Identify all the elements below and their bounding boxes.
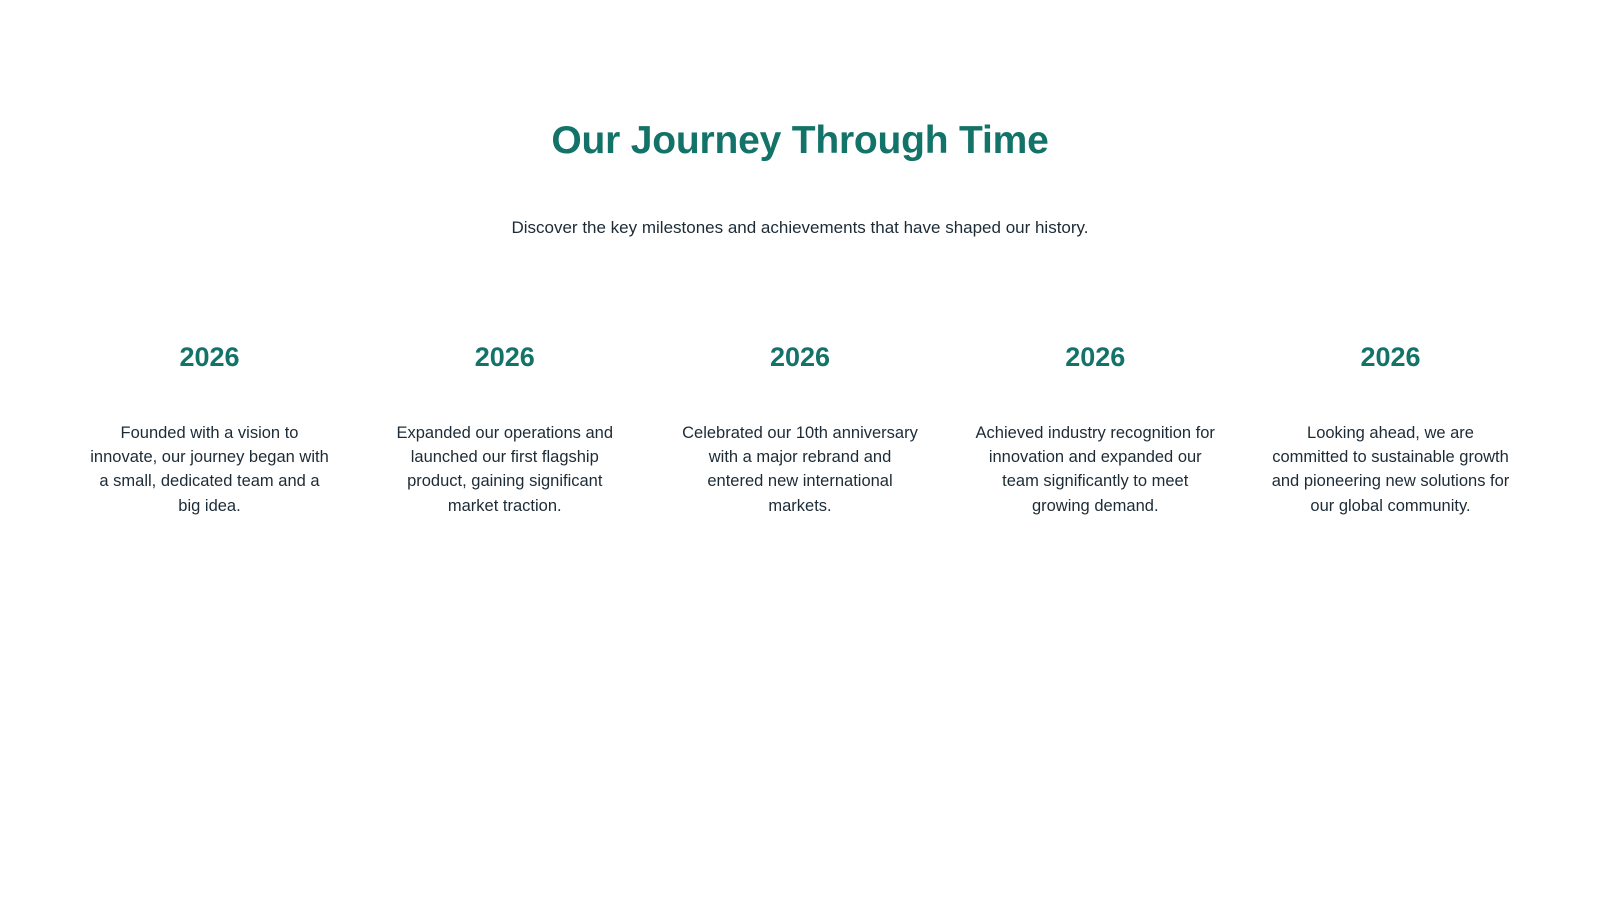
timeline-item bbox=[383, 343, 626, 518]
page-subtitle: Discover the key milestones and achievements that have shaped our history. bbox=[511, 218, 1089, 238]
timeline-item bbox=[974, 343, 1217, 518]
timeline-list bbox=[88, 343, 1512, 518]
milestone-description: Looking ahead, we are committed to sustainable growth and pioneering new solutions for our global community. bbox=[1271, 423, 1510, 515]
milestone-description: Founded with a vision to innovate, our journey began with a small, dedicated team and a big idea. bbox=[90, 423, 329, 515]
milestone-year: 2026 bbox=[769, 341, 831, 372]
milestone-year: 2026 bbox=[1065, 341, 1126, 372]
milestone-year: 2026 bbox=[474, 341, 535, 372]
milestone-year: 2026 bbox=[1360, 341, 1421, 372]
milestone-description: Achieved industry recognition for innovation and expanded our team significantly to meet growing demand. bbox=[975, 423, 1215, 515]
page-title: Our Journey Through Time bbox=[551, 119, 1049, 162]
timeline-item bbox=[1269, 343, 1512, 518]
milestone-description: Expanded our operations and launched our first flagship product, gaining significant market traction. bbox=[396, 423, 613, 515]
milestone-year: 2026 bbox=[179, 341, 240, 372]
timeline-item bbox=[679, 343, 922, 518]
milestone-description: Celebrated our 10th anniversary with a major rebrand and entered new international markets. bbox=[682, 423, 918, 515]
timeline-item bbox=[88, 343, 331, 518]
